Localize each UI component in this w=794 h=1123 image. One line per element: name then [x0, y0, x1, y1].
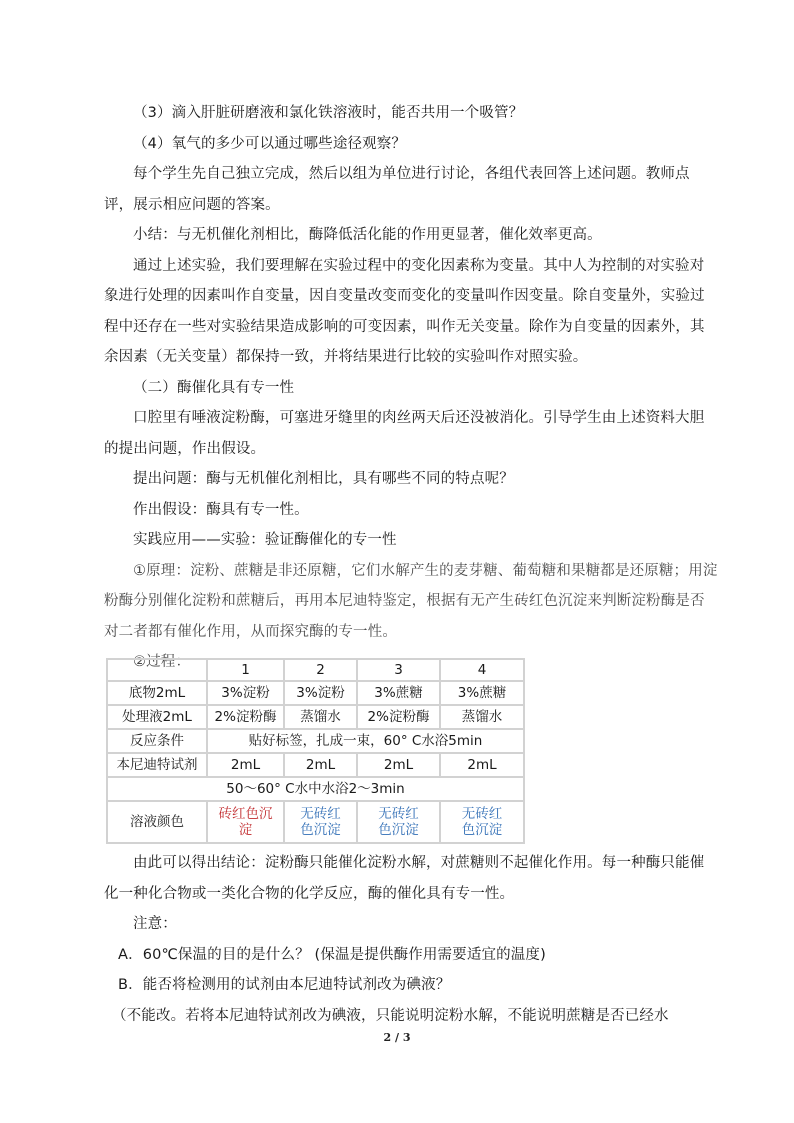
raise-question: 提出问题：酶与无机催化剂相比，具有哪些不同的特点呢？ [133, 471, 514, 487]
table-cell: 蒸馏水 [284, 705, 357, 729]
table-row-reagent [107, 753, 524, 777]
result-cell-positive: 砖红色沉淀 [207, 801, 284, 843]
result-cell-negative: 无砖红色沉淀 [357, 801, 440, 843]
row-label: 反应条件 [107, 729, 207, 753]
question-4: （4）氧气的多少可以通过哪些途径观察？ [133, 135, 407, 152]
table-corner-cell [107, 659, 207, 681]
table-row-treatment [107, 705, 524, 729]
table-cell: 3%蔗糖 [357, 681, 440, 705]
table-cell: 2%淀粉酶 [357, 705, 440, 729]
document-body [104, 98, 718, 678]
table-row-substrate [107, 681, 524, 705]
experiment-table [106, 658, 525, 844]
section-heading-specificity: （二）酶催化具有专一性 [133, 379, 295, 396]
table-cell: 2mL [440, 753, 524, 777]
variables-paragraph: 通过上述实验，我们要理解在实验过程中的变化因素称为变量。其中人为控制的对实验对象进行处理的因素叫作自变量，因自变量改变而变化的变量叫作因变量。除自变量外，实验过程中还存在一些对实验结果造成影响的可变因素，叫作无关变量。除作为自变量的因素外，其余因素（无关变量）都保持一致，并将结果进行比较的实验叫作对照实验。 [104, 257, 705, 365]
note-a: A．60℃保温的目的是什么？ (保温是提供酶作用需要适宜的温度) [118, 946, 546, 963]
page-number: 2 / 3 [383, 1031, 411, 1044]
table-cell-merged: 贴好标签，扎成一束，60° C水浴5min [207, 729, 524, 753]
discussion-paragraph: 每个学生先自己独立完成，然后以组为单位进行讨论，各组代表回答上述问题。教师点评，展示相应问题的答案。 [104, 166, 690, 213]
table-row-color [107, 801, 524, 843]
table-cell: 2mL [207, 753, 284, 777]
note-b: B．能否将检测用的试剂由本尼迪特试剂改为碘液？ [118, 977, 451, 993]
row-label: 处理液2mL [107, 705, 207, 729]
table-cell: 3%蔗糖 [440, 681, 524, 705]
note-b-answer: （不能改。若将本尼迪特试剂改为碘液，只能说明淀粉水解，不能说明蔗糖是否已经水 [112, 1007, 669, 1024]
principle-paragraph: ①原理：淀粉、蔗糖是非还原糖，它们水解产生的麦芽糖、葡萄糖和果糖都是还原糖；用淀粉酶分别催化淀粉和蔗糖后，再用本尼迪特鉴定，根据有无产生砖红色沉淀来判断淀粉酶是否对二者都有催化作用，从而探究酶的专一性。 [104, 562, 718, 640]
table-cell: 2mL [357, 753, 440, 777]
row-label: 本尼迪特试剂 [107, 753, 207, 777]
question-3: （3）滴入肝脏研磨液和氯化铁溶液时，能否共用一个吸管？ [133, 105, 524, 121]
table-cell: 2%淀粉酶 [207, 705, 284, 729]
tube-number: 1 [207, 659, 284, 681]
table-header-row [107, 659, 524, 681]
table-cell: 3%淀粉 [284, 681, 357, 705]
note-label: 注意： [133, 916, 177, 932]
result-cell-negative: 无砖红色沉淀 [284, 801, 357, 843]
experiment-heading: 实践应用——实验：验证酶催化的专一性 [133, 532, 397, 548]
tube-number: 3 [357, 659, 440, 681]
saliva-paragraph: 口腔里有唾液淀粉酶，可塞进牙缝里的肉丝两天后还没被消化。引导学生由上述资料大胆的提出问题，作出假设。 [104, 410, 705, 457]
summary-paragraph: 小结：与无机催化剂相比，酶降低活化能的作用更显著，催化效率更高。 [133, 227, 602, 243]
table-cell: 3%淀粉 [207, 681, 284, 705]
table-cell: 2mL [284, 753, 357, 777]
tube-number: 4 [440, 659, 524, 681]
table-row-bath [107, 777, 524, 801]
row-label: 底物2mL [107, 681, 207, 705]
conclusion-paragraph: 由此可以得出结论：淀粉酶只能催化淀粉水解，对蔗糖则不起催化作用。每一种酶只能催化一种化合物或一类化合物的化学反应，酶的催化具有专一性。 [104, 855, 705, 902]
process-label: ②过程： [133, 654, 191, 670]
row-label: 溶液颜色 [107, 801, 207, 843]
table-cell-merged: 50～60° C水中水浴2～3min [107, 777, 524, 801]
tube-number: 2 [284, 659, 357, 681]
table-row-condition [107, 729, 524, 753]
hypothesis: 作出假设：酶具有专一性。 [133, 501, 309, 518]
result-cell-negative: 无砖红色沉淀 [440, 801, 524, 843]
table-cell: 蒸馏水 [440, 705, 524, 729]
document-body-continued [104, 848, 718, 1031]
